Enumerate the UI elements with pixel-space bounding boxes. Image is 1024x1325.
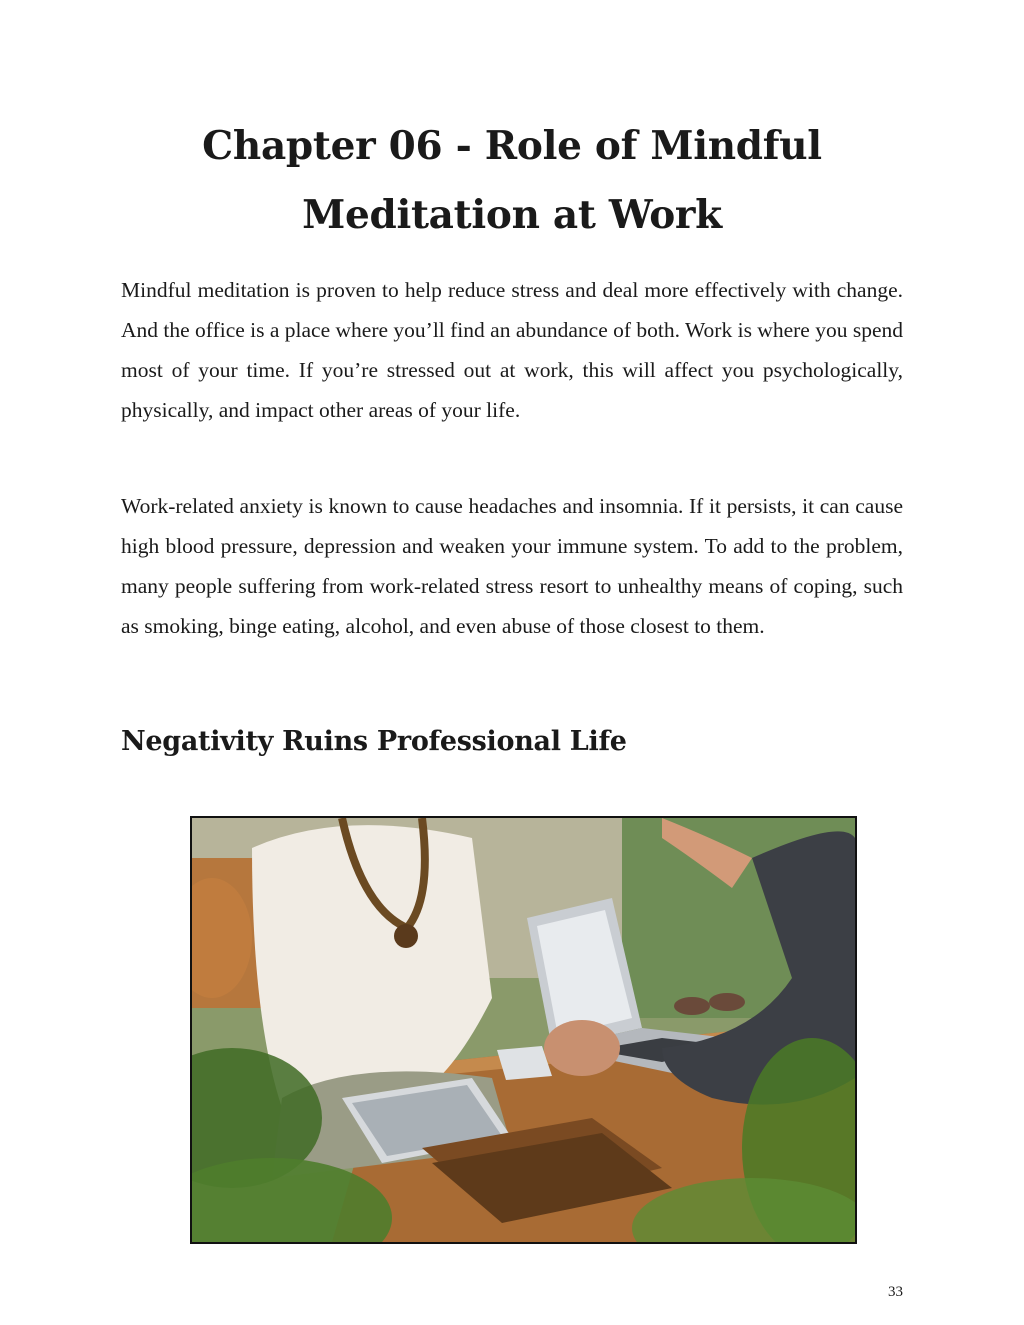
chapter-title	[120, 112, 904, 250]
paragraph-2: Work-related anxiety is known to cause headaches and insomnia. If it persists, it can cause high blood pressure, depression and weaken your immune system. To add to the problem, many people suffering from work-related stress resort to unhealthy means of coping, such as smoking, binge eating, alcohol, and even abuse of those closest to them.	[121, 494, 903, 638]
chapter-title-line-2: Meditation at Work	[302, 192, 722, 238]
section-subheading: Negativity Ruins Professional Life	[121, 726, 627, 757]
meeting-photo-illustration	[192, 818, 855, 1242]
meeting-photo	[190, 816, 857, 1244]
page-number: 33	[888, 1284, 903, 1300]
chapter-title-line-1: Chapter 06 - Role of Mindful	[202, 123, 822, 169]
paragraph-1: Mindful meditation is proven to help reduce stress and deal more effectively with change. And the office is a place where you’ll find an abundance of both. Work is where you spend most of your time. If you’re stressed out at work, this will affect you psychologically, physically, and impact other areas of your life.	[121, 278, 903, 422]
